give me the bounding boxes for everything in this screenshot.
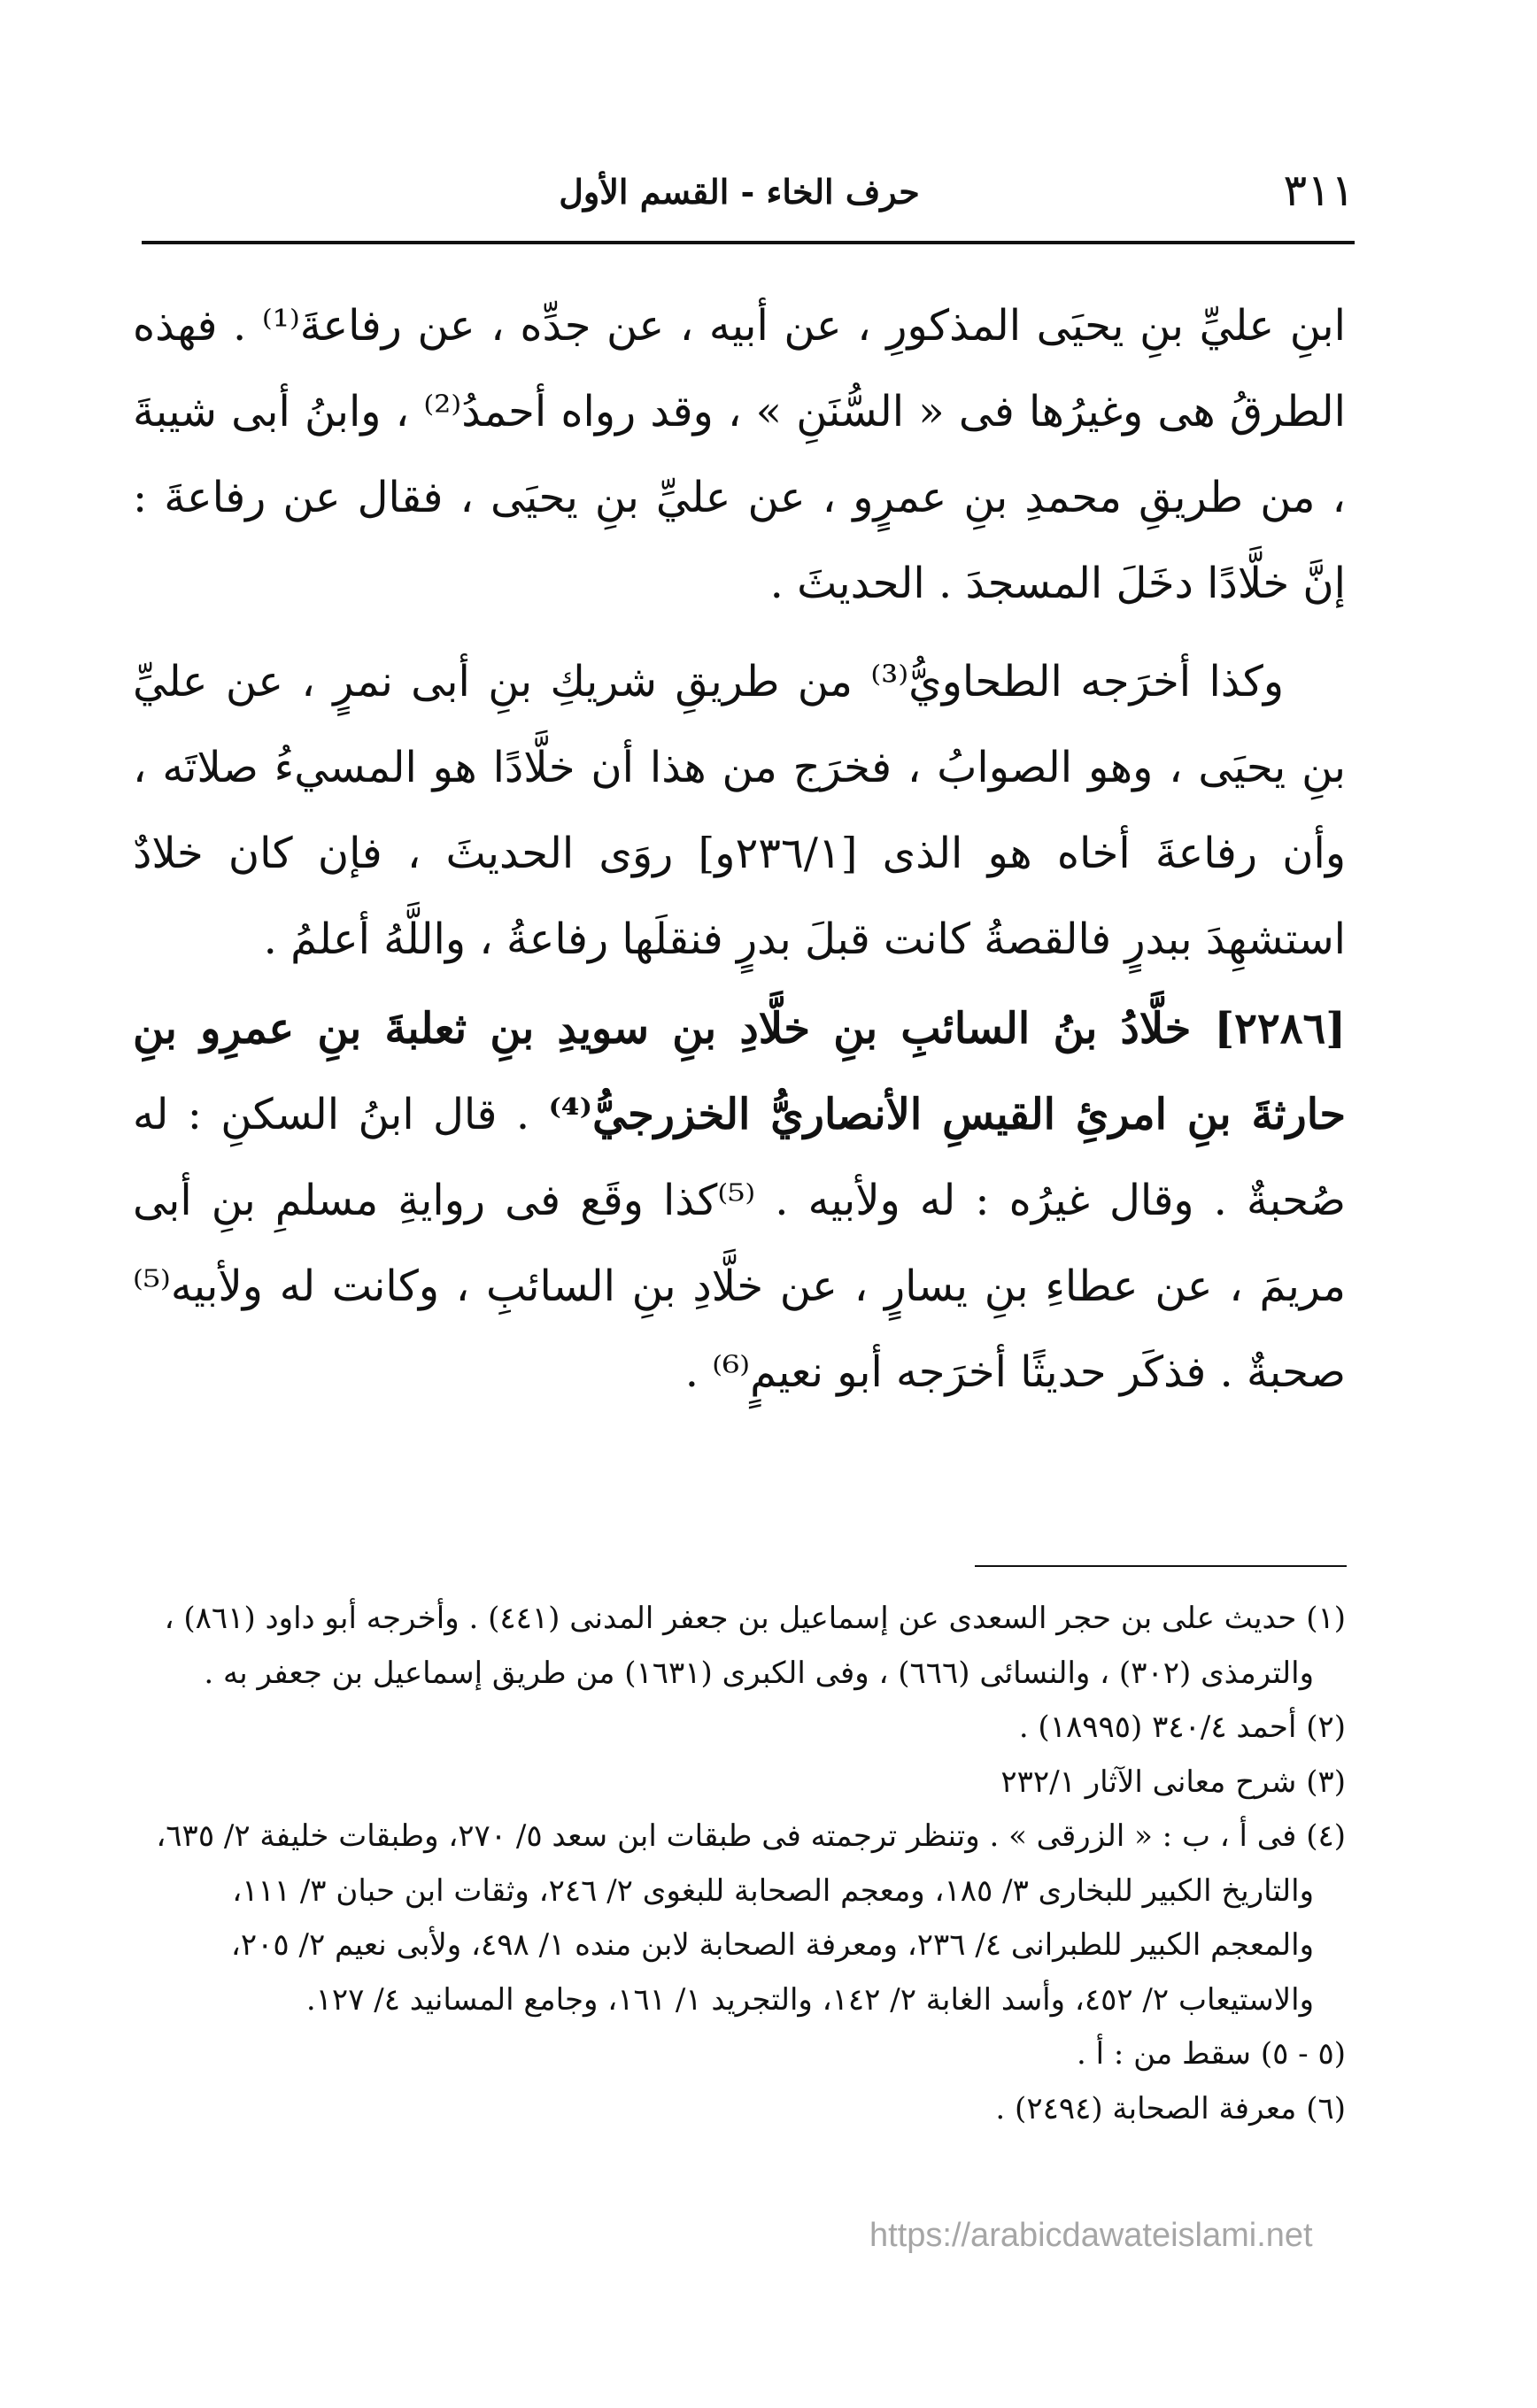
entry-text: . قال ابنُ السكنِ : له صُحبةٌ . وقال غيرُه : له ولأبيه . ⁽⁵⁾كذا وقَع فى روايةِ مسلمِ بنِ أبى مريمَ ، عن عطاءِ بنِ يسارٍ ، عن خلَّادِ بنِ السائبِ ، وكانت له ولأبيه⁽⁵⁾ صحبةٌ . فذكَر حديثًا أخرَجه أبو نعيمٍ⁽⁶⁾ . xyxy=(133,1090,1346,1397)
main-text xyxy=(133,283,1346,1416)
footnote-4-line-3: والمعجم الكبير للطبرانى ٤/ ٢٣٦، ومعرفة الصحابة لابن منده ١/ ٤٩٨، ولأبى نعيم ٢/ ٢٠٥، xyxy=(230,1927,1314,1963)
footnote-3: (٣) شرح معانى الآثار ٢٣٢/١ xyxy=(1000,1764,1346,1800)
header-rule xyxy=(142,241,1355,244)
footnotes xyxy=(133,1592,1346,2136)
footnote-4-line-4: والاستيعاب ٢/ ٤٥٢، وأسد الغابة ٢/ ١٤٢، والتجريد ١/ ١٦١، وجامع المسانيد ٤/ ١٢٧. xyxy=(305,1981,1314,2018)
paragraph-2: وكذا أخرَجه الطحاويُّ⁽³⁾ من طريقِ شريكِ بنِ أبى نمرٍ ، عن عليِّ بنِ يحيَى ، وهو الصوابُ ، فخرَج من هذا أن خلَّادًا هو المسيءُ صلاتَه ، وأن رفاعةَ أخاه هو الذى [٢٣٦/١و] روَى الحديثَ ، فإن كان خلادٌ استشهِدَ ببدرٍ فالقصةُ كانت قبلَ بدرٍ فنقلَها رفاعةُ ، واللَّهُ أعلمُ . xyxy=(133,657,1347,964)
footnote-4-line-1: (٤) فى أ ، ب : « الزرقى » . وتنظر ترجمته فى طبقات ابن سعد ٥/ ٢٧٠، وطبقات خليفة ٢/ ٦٣٥، xyxy=(156,1818,1346,1854)
entry-heading: [٢٢٨٦] خلَّادُ بنُ السائبِ بنِ خلَّادِ بنِ سويدِ بنِ ثعلبةَ بنِ عمرِو بنِ حارثةَ بنِ امرئِ القيسِ الأنصاريُّ الخزرجيُّ⁽⁴⁾ xyxy=(133,1004,1347,1139)
watermark-url: https://arabicdawateislami.net xyxy=(869,2217,1313,2254)
page-number: ٣١١ xyxy=(1283,165,1355,216)
footnote-6: (٦) معرفة الصحابة (٢٤٩٤) . xyxy=(995,2090,1346,2126)
biography-entry xyxy=(133,986,1346,1416)
footnote-4-line-2: والتاريخ الكبير للبخارى ٣/ ١٨٥، ومعجم الصحابة للبغوى ٢/ ٢٤٦، وثقات ابن حبان ٣/ ١١١، xyxy=(232,1872,1314,1909)
footnote-1-line-1: (١) حديث على بن حجر السعدى عن إسماعيل بن جعفر المدنى (٤٤١) . وأخرجه أبو داود (٨٦١) ، xyxy=(164,1601,1346,1636)
footnote-5: (٥ - ٥) سقط من : أ . xyxy=(1077,2036,1346,2072)
footnote-1-line-2: والترمذى (٣٠٢) ، والنسائى (٦٦٦) ، وفى الكبرى (١٦٣١) من طريق إسماعيل بن جعفر به . xyxy=(204,1655,1314,1691)
paragraph-1: ابنِ عليِّ بنِ يحيَى المذكورِ ، عن أبيه ، عن جدِّه ، عن رفاعةَ⁽¹⁾ . فهذه الطرقُ هى وغيرُها فى « السُّنَنِ » ، وقد رواه أحمدُ⁽²⁾ ، وابنُ أبى شيبةَ ، من طريقِ محمدِ بنِ عمرٍو ، عن عليِّ بنِ يحيَى ، فقال عن رفاعةَ : إنَّ خلَّادًا دخَلَ المسجدَ . الحديثَ . xyxy=(133,301,1346,608)
footnote-separator xyxy=(975,1565,1347,1567)
page-header xyxy=(142,159,1355,230)
running-title: حرف الخاء - القسم الأول xyxy=(559,172,920,212)
footnote-2: (٢) أحمد ٣٤٠/٤ (١٨٩٩٥) . xyxy=(1018,1710,1346,1745)
